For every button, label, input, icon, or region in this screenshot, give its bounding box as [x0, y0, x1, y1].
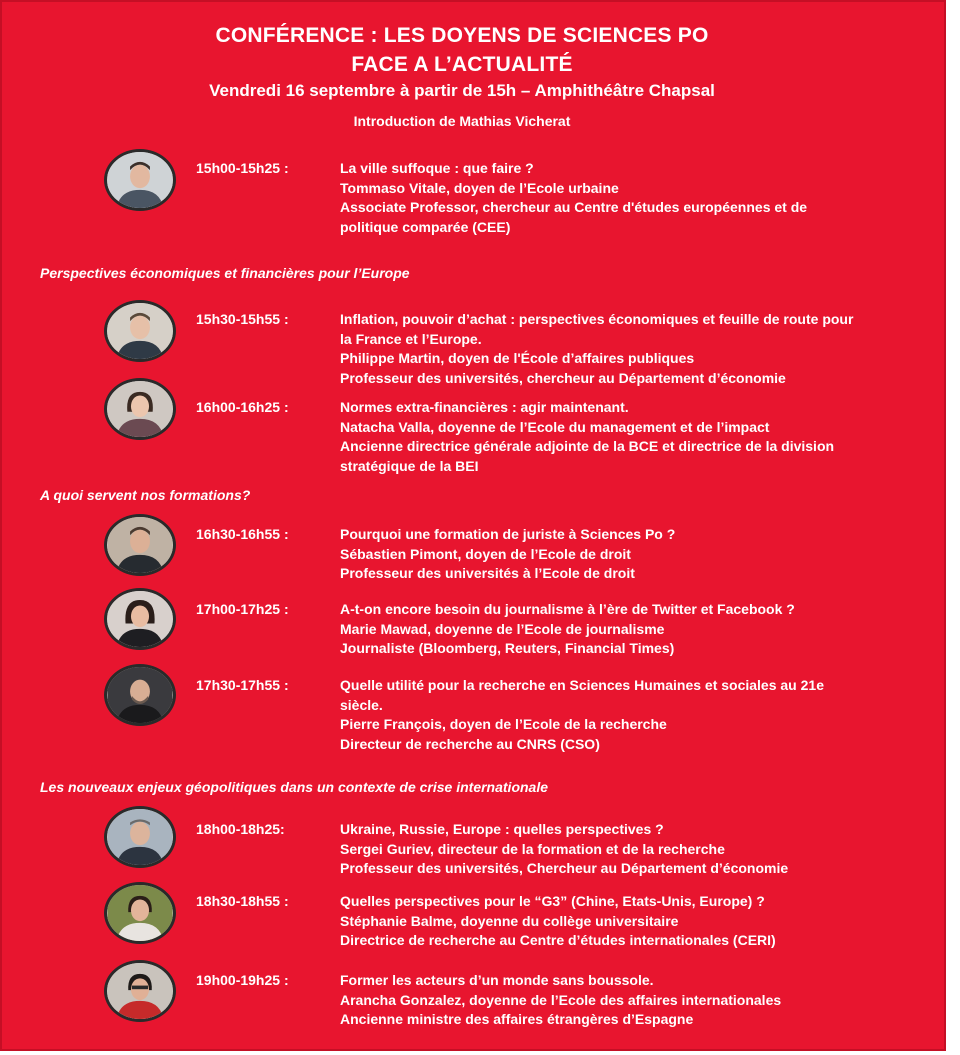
session-time: 17h00-17h25 : [196, 601, 289, 617]
section-heading: Perspectives économiques et financières pour l’Europe [40, 265, 410, 281]
session-speaker-role: Ancienne directrice générale adjointe de la BCE et directrice de la division [340, 438, 835, 454]
session-time: 16h00-16h25 : [196, 399, 289, 415]
event-date-venue: Vendredi 16 septembre à partir de 15h – Amphithéâtre Chapsal [209, 81, 715, 100]
session-speaker-role: Professeur des universités, chercheur au Département d’économie [340, 369, 786, 386]
person-icon [107, 517, 173, 573]
person-icon [107, 667, 173, 723]
person-icon [107, 963, 173, 1019]
session-topic: A-t-on encore besoin du journalisme à l’ère de Twitter et Facebook ? [340, 601, 795, 617]
speaker-portrait [104, 960, 176, 1022]
introduction-speaker: Introduction de Mathias Vicherat [353, 113, 571, 129]
session-speaker-role: Professeur des universités, Chercheur au Département d’économie [340, 860, 789, 876]
poster-title-line-2: FACE A L’ACTUALITÉ [351, 53, 573, 76]
speaker-portrait [104, 882, 176, 944]
session-topic: Ukraine, Russie, Europe : quelles perspectives ? [340, 821, 664, 837]
speaker-portrait [104, 664, 176, 726]
speaker-portrait [104, 806, 176, 868]
session-topic: Pourquoi une formation de juriste à Sciences Po ? [340, 526, 676, 542]
session-topic: Quelles perspectives pour le “G3” (Chine, Etats-Unis, Europe) ? [340, 893, 765, 909]
session-speaker-role: Ancienne ministre des affaires étrangères d’Espagne [340, 1011, 694, 1027]
session-description [340, 820, 936, 879]
section-heading: Les nouveaux enjeux géopolitiques dans un contexte de crise internationale [40, 779, 549, 795]
session-topic: Normes extra-financières : agir maintenant. [340, 399, 629, 415]
person-icon [107, 381, 173, 437]
session-speaker: Sergei Guriev, directeur de la formation et de la recherche [340, 840, 725, 857]
session-speaker-role: Professeur des universités à l’Ecole de droit [340, 565, 635, 581]
person-icon [107, 885, 173, 941]
session-description [340, 600, 936, 659]
session-speaker: Sébastien Pimont, doyen de l’Ecole de droit [340, 545, 631, 562]
session-speaker: Arancha Gonzalez, doyenne de l’Ecole des affaires internationales [340, 991, 782, 1008]
session-speaker: Stéphanie Balme, doyenne du collège universitaire [340, 912, 679, 929]
session-speaker-role: Associate Professor, chercheur au Centre d'études européennes et de [340, 199, 808, 215]
session-topic: Former les acteurs d’un monde sans boussole. [340, 972, 654, 988]
poster-title-line-1: CONFÉRENCE : LES DOYENS DE SCIENCES PO [215, 24, 709, 47]
person-icon [107, 591, 173, 647]
person-icon [107, 809, 173, 865]
speaker-portrait [104, 514, 176, 576]
session-topic: la France et l’Europe. [340, 330, 482, 347]
session-speaker-role: politique comparée (CEE) [340, 218, 511, 235]
speaker-portrait [104, 149, 176, 211]
section-heading: A quoi servent nos formations? [40, 487, 251, 503]
session-topic: La ville suffoque : que faire ? [340, 160, 534, 176]
session-topic: Quelle utilité pour la recherche en Sciences Humaines et sociales au 21e [340, 677, 824, 693]
session-time: 15h00-15h25 : [196, 160, 289, 176]
session-description [340, 159, 936, 237]
session-time: 16h30-16h55 : [196, 526, 289, 542]
person-icon [107, 303, 173, 359]
session-speaker-role: Directeur de recherche au CNRS (CSO) [340, 735, 600, 752]
session-topic: Inflation, pouvoir d’achat : perspectives économiques et feuille de route pour [340, 311, 854, 327]
session-speaker-role: Directrice de recherche au Centre d’études internationales (CERI) [340, 932, 776, 948]
session-time: 17h30-17h55 : [196, 677, 289, 693]
session-description [340, 676, 936, 754]
session-description [340, 310, 936, 388]
session-time: 18h00-18h25: [196, 821, 285, 837]
person-icon [107, 152, 173, 208]
speaker-portrait [104, 588, 176, 650]
session-description [340, 892, 936, 951]
session-speaker: Pierre François, doyen de l’Ecole de la recherche [340, 716, 667, 732]
session-topic: siècle. [340, 696, 383, 713]
session-time: 19h00-19h25 : [196, 972, 289, 988]
session-time: 18h30-18h55 : [196, 893, 289, 909]
session-speaker-role: stratégique de la BEI [340, 457, 479, 474]
speaker-portrait [104, 300, 176, 362]
session-time: 15h30-15h55 : [196, 311, 289, 327]
session-speaker: Philippe Martin, doyen de l'École d’affaires publiques [340, 350, 695, 366]
session-description [340, 525, 936, 584]
session-description [340, 398, 936, 476]
session-speaker-role: Journaliste (Bloomberg, Reuters, Financial Times) [340, 640, 675, 656]
session-description [340, 971, 936, 1030]
session-speaker: Marie Mawad, doyenne de l’Ecole de journalisme [340, 620, 665, 637]
session-speaker: Tommaso Vitale, doyen de l’Ecole urbaine [340, 179, 619, 196]
session-speaker: Natacha Valla, doyenne de l’Ecole du management et de l’impact [340, 418, 770, 435]
speaker-portrait [104, 378, 176, 440]
